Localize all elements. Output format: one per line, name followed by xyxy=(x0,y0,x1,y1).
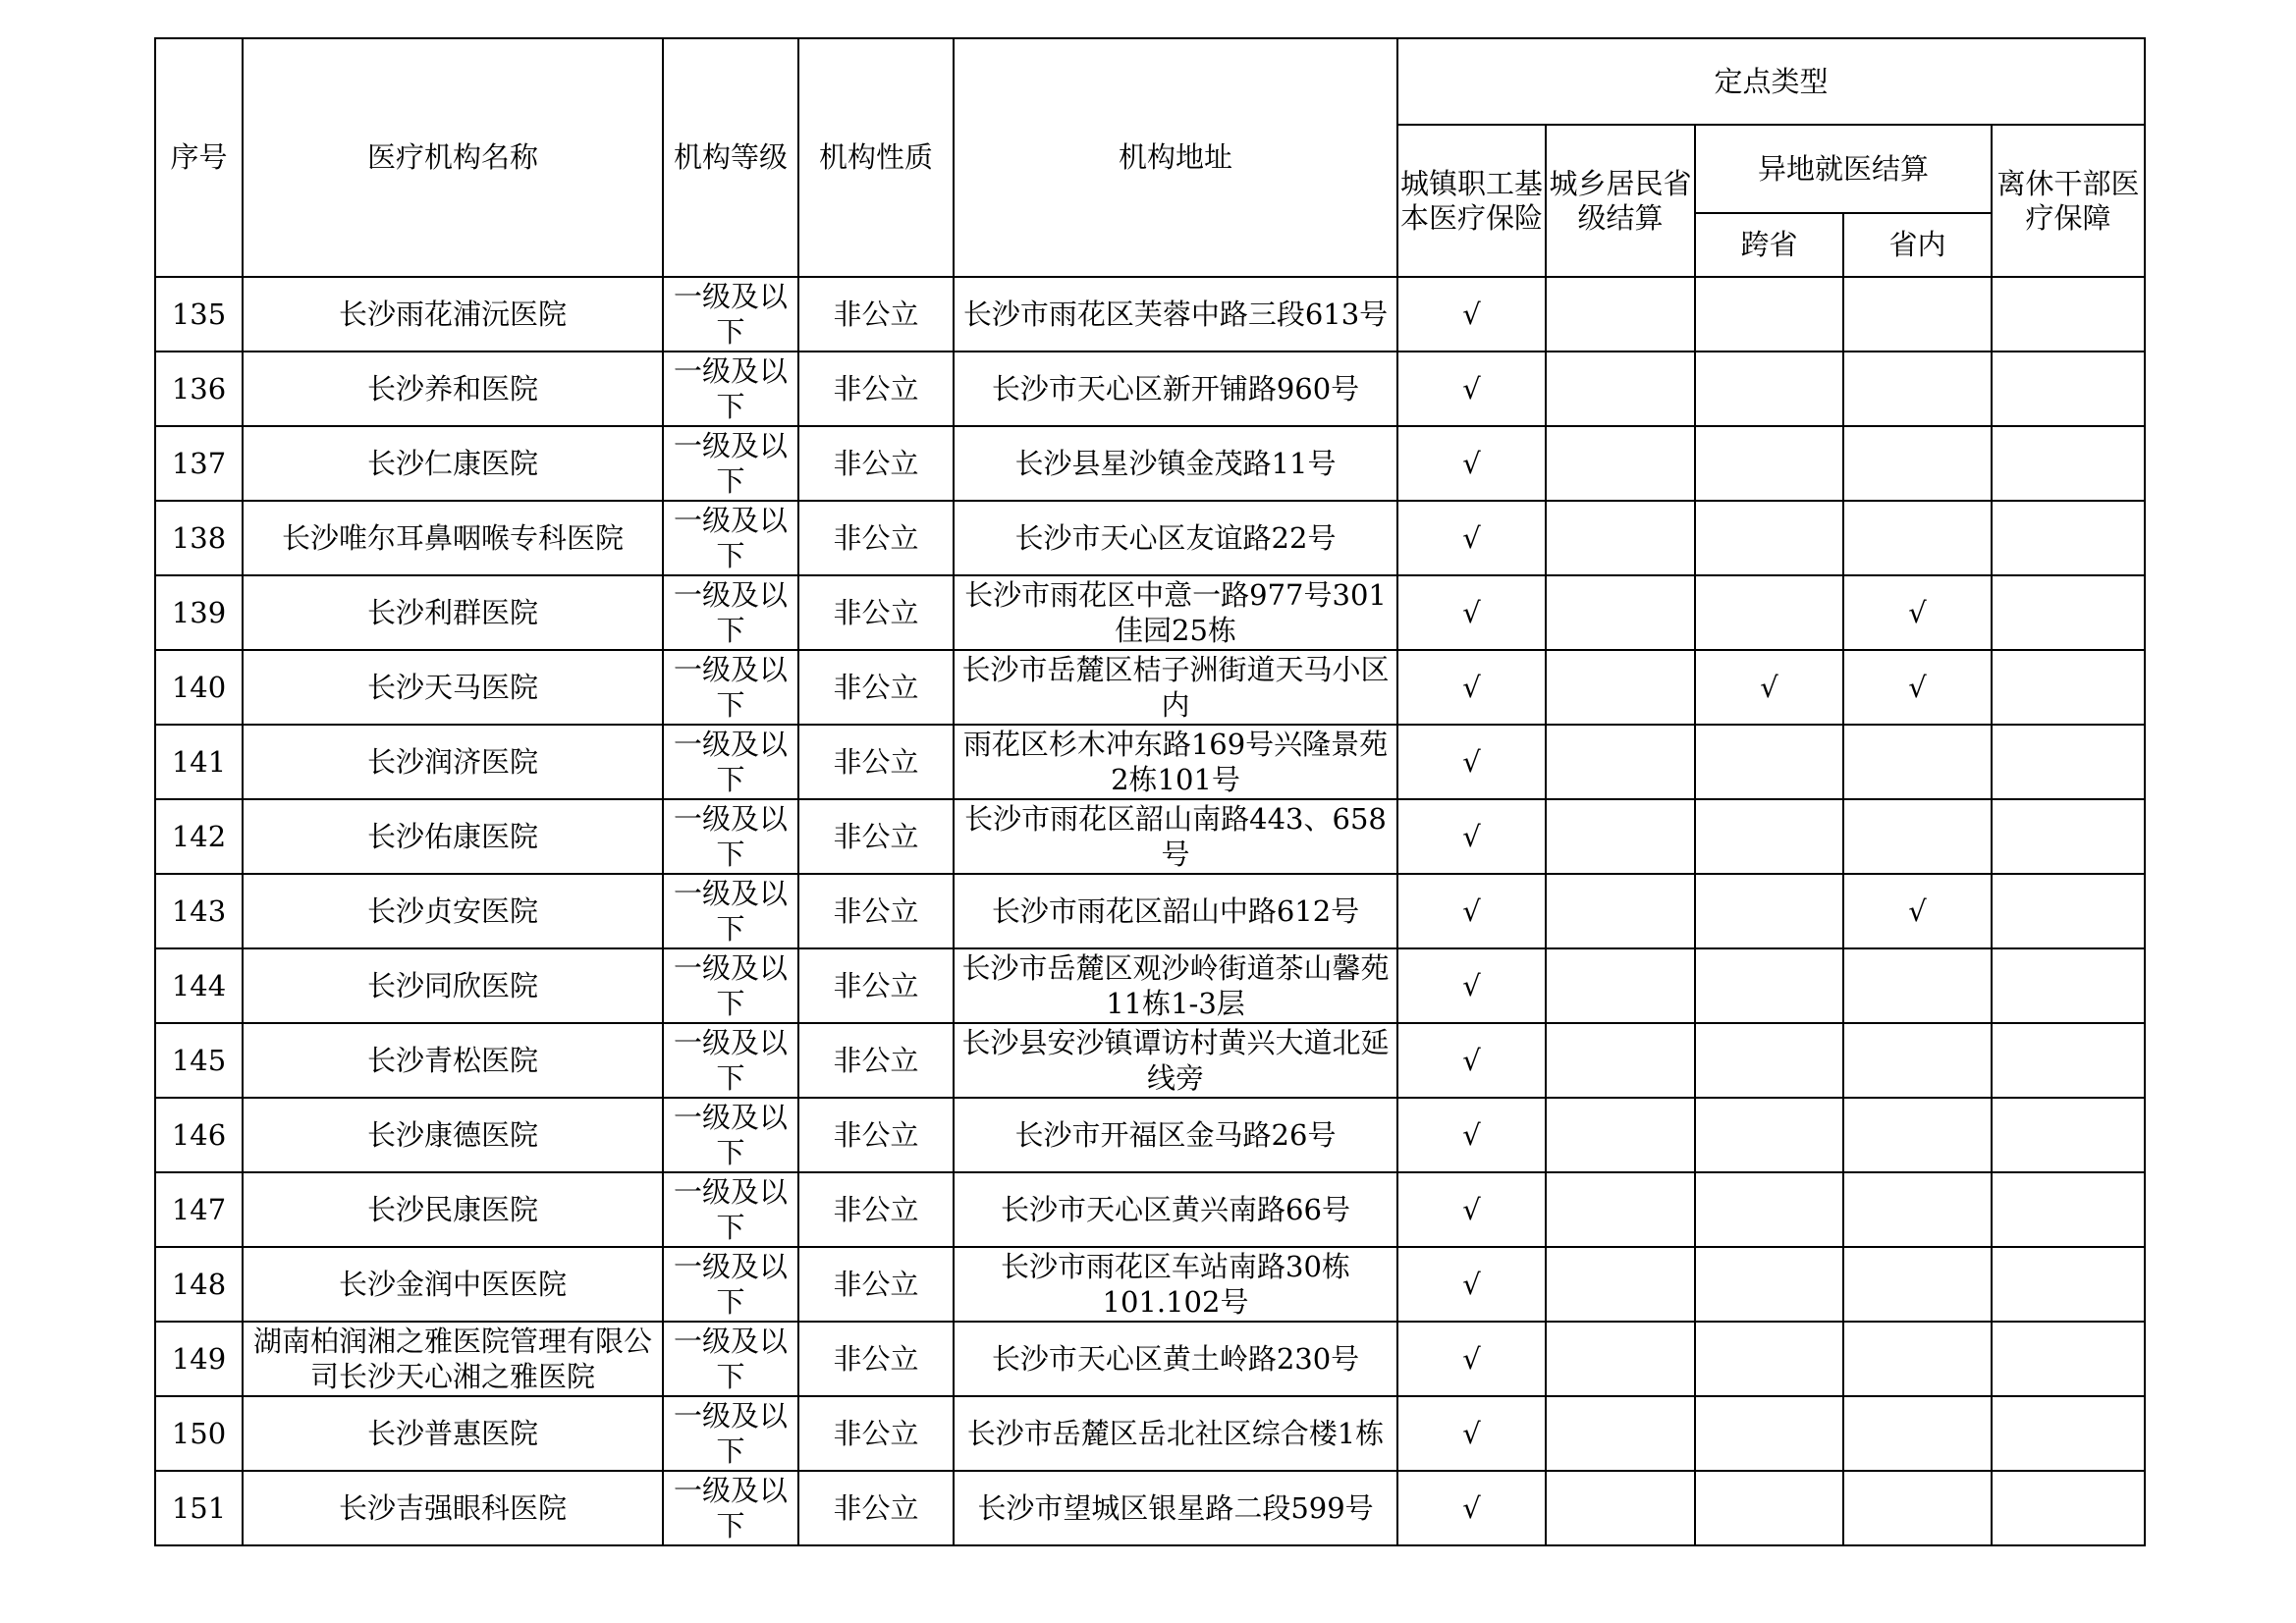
cell-retired xyxy=(1992,948,2145,1023)
cell-seq: 143 xyxy=(155,874,243,948)
cell-in-province xyxy=(1843,1247,1992,1322)
cell-cross-province xyxy=(1695,1247,1843,1322)
table-row xyxy=(155,799,2145,874)
cell-cross-province xyxy=(1695,501,1843,575)
cell-resident xyxy=(1546,799,1695,874)
cell-level: 一级及以下 xyxy=(663,1023,798,1098)
cell-address: 长沙市天心区新开铺路960号 xyxy=(954,352,1397,426)
table-row xyxy=(155,1322,2145,1396)
cell-in-province xyxy=(1843,1023,1992,1098)
table-row xyxy=(155,1471,2145,1545)
cell-resident xyxy=(1546,725,1695,799)
cell-retired xyxy=(1992,1023,2145,1098)
cell-level: 一级及以下 xyxy=(663,426,798,501)
cell-retired xyxy=(1992,725,2145,799)
cell-resident xyxy=(1546,1098,1695,1172)
cell-in-province xyxy=(1843,1172,1992,1247)
cell-cross-province xyxy=(1695,874,1843,948)
cell-seq: 142 xyxy=(155,799,243,874)
cell-level: 一级及以下 xyxy=(663,799,798,874)
cell-seq: 136 xyxy=(155,352,243,426)
cell-seq: 139 xyxy=(155,575,243,650)
table-row xyxy=(155,1098,2145,1172)
cell-level: 一级及以下 xyxy=(663,1172,798,1247)
cell-name: 长沙金润中医医院 xyxy=(243,1247,663,1322)
cell-nature: 非公立 xyxy=(798,352,954,426)
header-address: 机构地址 xyxy=(954,38,1397,277)
table-row xyxy=(155,948,2145,1023)
cell-retired xyxy=(1992,277,2145,352)
cell-address: 长沙市雨花区中意一路977号301佳园25栋 xyxy=(954,575,1397,650)
cell-cross-province xyxy=(1695,725,1843,799)
cell-resident xyxy=(1546,1023,1695,1098)
cell-employee: √ xyxy=(1397,1471,1546,1545)
cell-cross-province: √ xyxy=(1695,650,1843,725)
cell-name: 长沙利群医院 xyxy=(243,575,663,650)
cell-address: 长沙市岳麓区岳北社区综合楼1栋 xyxy=(954,1396,1397,1471)
table-row xyxy=(155,650,2145,725)
cell-nature: 非公立 xyxy=(798,874,954,948)
table-row xyxy=(155,575,2145,650)
cell-address: 雨花区杉木冲东路169号兴隆景苑2栋101号 xyxy=(954,725,1397,799)
cell-in-province xyxy=(1843,1396,1992,1471)
table-row xyxy=(155,1023,2145,1098)
cell-employee: √ xyxy=(1397,1322,1546,1396)
cell-resident xyxy=(1546,575,1695,650)
designated-institutions-table xyxy=(154,37,2146,1546)
header-remote-settlement: 异地就医结算 xyxy=(1695,125,1992,213)
cell-nature: 非公立 xyxy=(798,426,954,501)
table-row xyxy=(155,426,2145,501)
cell-retired xyxy=(1992,575,2145,650)
cell-nature: 非公立 xyxy=(798,1396,954,1471)
cell-nature: 非公立 xyxy=(798,1172,954,1247)
cell-nature: 非公立 xyxy=(798,948,954,1023)
cell-retired xyxy=(1992,1322,2145,1396)
cell-employee: √ xyxy=(1397,799,1546,874)
cell-employee: √ xyxy=(1397,874,1546,948)
cell-employee: √ xyxy=(1397,277,1546,352)
cell-employee: √ xyxy=(1397,352,1546,426)
cell-resident xyxy=(1546,1247,1695,1322)
cell-name: 长沙吉强眼科医院 xyxy=(243,1471,663,1545)
cell-address: 长沙市望城区银星路二段599号 xyxy=(954,1471,1397,1545)
cell-nature: 非公立 xyxy=(798,799,954,874)
table-row xyxy=(155,352,2145,426)
cell-seq: 151 xyxy=(155,1471,243,1545)
cell-level: 一级及以下 xyxy=(663,650,798,725)
cell-name: 湖南柏润湘之雅医院管理有限公司长沙天心湘之雅医院 xyxy=(243,1322,663,1396)
header-in-province: 省内 xyxy=(1843,213,1992,277)
cell-in-province xyxy=(1843,948,1992,1023)
cell-name: 长沙润济医院 xyxy=(243,725,663,799)
cell-nature: 非公立 xyxy=(798,1098,954,1172)
cell-seq: 141 xyxy=(155,725,243,799)
cell-in-province xyxy=(1843,1471,1992,1545)
cell-level: 一级及以下 xyxy=(663,575,798,650)
cell-resident xyxy=(1546,352,1695,426)
table-row xyxy=(155,1396,2145,1471)
cell-cross-province xyxy=(1695,1172,1843,1247)
cell-employee: √ xyxy=(1397,426,1546,501)
header-seq: 序号 xyxy=(155,38,243,277)
cell-seq: 149 xyxy=(155,1322,243,1396)
cell-name: 长沙唯尔耳鼻咽喉专科医院 xyxy=(243,501,663,575)
cell-cross-province xyxy=(1695,1023,1843,1098)
cell-resident xyxy=(1546,1471,1695,1545)
cell-name: 长沙青松医院 xyxy=(243,1023,663,1098)
cell-cross-province xyxy=(1695,948,1843,1023)
cell-retired xyxy=(1992,1471,2145,1545)
cell-retired xyxy=(1992,874,2145,948)
cell-retired xyxy=(1992,1172,2145,1247)
cell-seq: 148 xyxy=(155,1247,243,1322)
cell-nature: 非公立 xyxy=(798,650,954,725)
header-name: 医疗机构名称 xyxy=(243,38,663,277)
cell-resident xyxy=(1546,277,1695,352)
table-row xyxy=(155,1172,2145,1247)
table-body xyxy=(155,277,2145,1545)
cell-retired xyxy=(1992,352,2145,426)
cell-level: 一级及以下 xyxy=(663,352,798,426)
cell-in-province xyxy=(1843,725,1992,799)
cell-level: 一级及以下 xyxy=(663,1322,798,1396)
table-row xyxy=(155,874,2145,948)
cell-name: 长沙天马医院 xyxy=(243,650,663,725)
cell-nature: 非公立 xyxy=(798,575,954,650)
cell-seq: 145 xyxy=(155,1023,243,1098)
table-row xyxy=(155,277,2145,352)
cell-employee: √ xyxy=(1397,1247,1546,1322)
table-row xyxy=(155,1247,2145,1322)
cell-cross-province xyxy=(1695,1471,1843,1545)
cell-level: 一级及以下 xyxy=(663,1098,798,1172)
cell-employee: √ xyxy=(1397,1396,1546,1471)
cell-resident xyxy=(1546,1172,1695,1247)
cell-name: 长沙民康医院 xyxy=(243,1172,663,1247)
cell-nature: 非公立 xyxy=(798,1247,954,1322)
cell-in-province xyxy=(1843,426,1992,501)
cell-cross-province xyxy=(1695,277,1843,352)
cell-retired xyxy=(1992,650,2145,725)
cell-cross-province xyxy=(1695,1322,1843,1396)
cell-retired xyxy=(1992,799,2145,874)
cell-cross-province xyxy=(1695,575,1843,650)
cell-nature: 非公立 xyxy=(798,725,954,799)
cell-address: 长沙市岳麓区桔子洲街道天马小区内 xyxy=(954,650,1397,725)
cell-in-province xyxy=(1843,1322,1992,1396)
cell-name: 长沙雨花浦沅医院 xyxy=(243,277,663,352)
cell-address: 长沙市天心区黄兴南路66号 xyxy=(954,1172,1397,1247)
table-row xyxy=(155,501,2145,575)
cell-in-province xyxy=(1843,352,1992,426)
header-resident-settlement: 城乡居民省级结算 xyxy=(1546,125,1695,277)
cell-employee: √ xyxy=(1397,1172,1546,1247)
cell-address: 长沙市雨花区芙蓉中路三段613号 xyxy=(954,277,1397,352)
cell-retired xyxy=(1992,1098,2145,1172)
cell-address: 长沙市雨花区韶山中路612号 xyxy=(954,874,1397,948)
cell-in-province: √ xyxy=(1843,575,1992,650)
cell-name: 长沙养和医院 xyxy=(243,352,663,426)
cell-address: 长沙县安沙镇谭访村黄兴大道北延线旁 xyxy=(954,1023,1397,1098)
cell-address: 长沙市天心区黄土岭路230号 xyxy=(954,1322,1397,1396)
cell-address: 长沙市开福区金马路26号 xyxy=(954,1098,1397,1172)
cell-employee: √ xyxy=(1397,1023,1546,1098)
cell-employee: √ xyxy=(1397,948,1546,1023)
cell-nature: 非公立 xyxy=(798,277,954,352)
cell-level: 一级及以下 xyxy=(663,1471,798,1545)
cell-in-province: √ xyxy=(1843,650,1992,725)
cell-in-province xyxy=(1843,799,1992,874)
cell-seq: 140 xyxy=(155,650,243,725)
cell-in-province xyxy=(1843,277,1992,352)
cell-nature: 非公立 xyxy=(798,1023,954,1098)
cell-name: 长沙同欣医院 xyxy=(243,948,663,1023)
cell-level: 一级及以下 xyxy=(663,1396,798,1471)
cell-cross-province xyxy=(1695,1098,1843,1172)
cell-resident xyxy=(1546,948,1695,1023)
cell-name: 长沙贞安医院 xyxy=(243,874,663,948)
cell-resident xyxy=(1546,874,1695,948)
cell-address: 长沙市雨花区韶山南路443、658号 xyxy=(954,799,1397,874)
cell-name: 长沙佑康医院 xyxy=(243,799,663,874)
cell-cross-province xyxy=(1695,1396,1843,1471)
cell-nature: 非公立 xyxy=(798,1471,954,1545)
cell-employee: √ xyxy=(1397,501,1546,575)
cell-address: 长沙市岳麓区观沙岭街道茶山馨苑11栋1-3层 xyxy=(954,948,1397,1023)
cell-name: 长沙仁康医院 xyxy=(243,426,663,501)
cell-level: 一级及以下 xyxy=(663,948,798,1023)
header-level: 机构等级 xyxy=(663,38,798,277)
cell-name: 长沙康德医院 xyxy=(243,1098,663,1172)
cell-seq: 147 xyxy=(155,1172,243,1247)
cell-seq: 137 xyxy=(155,426,243,501)
header-cross-province: 跨省 xyxy=(1695,213,1843,277)
header-employee-insurance: 城镇职工基本医疗保险 xyxy=(1397,125,1546,277)
cell-seq: 138 xyxy=(155,501,243,575)
cell-employee: √ xyxy=(1397,725,1546,799)
cell-address: 长沙市天心区友谊路22号 xyxy=(954,501,1397,575)
cell-in-province xyxy=(1843,501,1992,575)
cell-address: 长沙市雨花区车站南路30栋101.102号 xyxy=(954,1247,1397,1322)
cell-retired xyxy=(1992,426,2145,501)
cell-resident xyxy=(1546,1396,1695,1471)
header-designated-types: 定点类型 xyxy=(1397,38,2145,125)
cell-resident xyxy=(1546,1322,1695,1396)
cell-employee: √ xyxy=(1397,1098,1546,1172)
cell-level: 一级及以下 xyxy=(663,874,798,948)
cell-level: 一级及以下 xyxy=(663,501,798,575)
cell-employee: √ xyxy=(1397,650,1546,725)
cell-in-province xyxy=(1843,1098,1992,1172)
header-nature: 机构性质 xyxy=(798,38,954,277)
cell-nature: 非公立 xyxy=(798,1322,954,1396)
cell-name: 长沙普惠医院 xyxy=(243,1396,663,1471)
cell-level: 一级及以下 xyxy=(663,1247,798,1322)
cell-resident xyxy=(1546,650,1695,725)
cell-seq: 135 xyxy=(155,277,243,352)
cell-retired xyxy=(1992,501,2145,575)
cell-level: 一级及以下 xyxy=(663,725,798,799)
cell-retired xyxy=(1992,1247,2145,1322)
cell-retired xyxy=(1992,1396,2145,1471)
cell-in-province: √ xyxy=(1843,874,1992,948)
cell-resident xyxy=(1546,426,1695,501)
cell-nature: 非公立 xyxy=(798,501,954,575)
cell-seq: 144 xyxy=(155,948,243,1023)
cell-cross-province xyxy=(1695,426,1843,501)
header-retired-cadres: 离休干部医疗保障 xyxy=(1992,125,2145,277)
cell-employee: √ xyxy=(1397,575,1546,650)
cell-seq: 150 xyxy=(155,1396,243,1471)
cell-seq: 146 xyxy=(155,1098,243,1172)
cell-cross-province xyxy=(1695,352,1843,426)
table-row xyxy=(155,725,2145,799)
cell-address: 长沙县星沙镇金茂路11号 xyxy=(954,426,1397,501)
cell-level: 一级及以下 xyxy=(663,277,798,352)
cell-cross-province xyxy=(1695,799,1843,874)
cell-resident xyxy=(1546,501,1695,575)
